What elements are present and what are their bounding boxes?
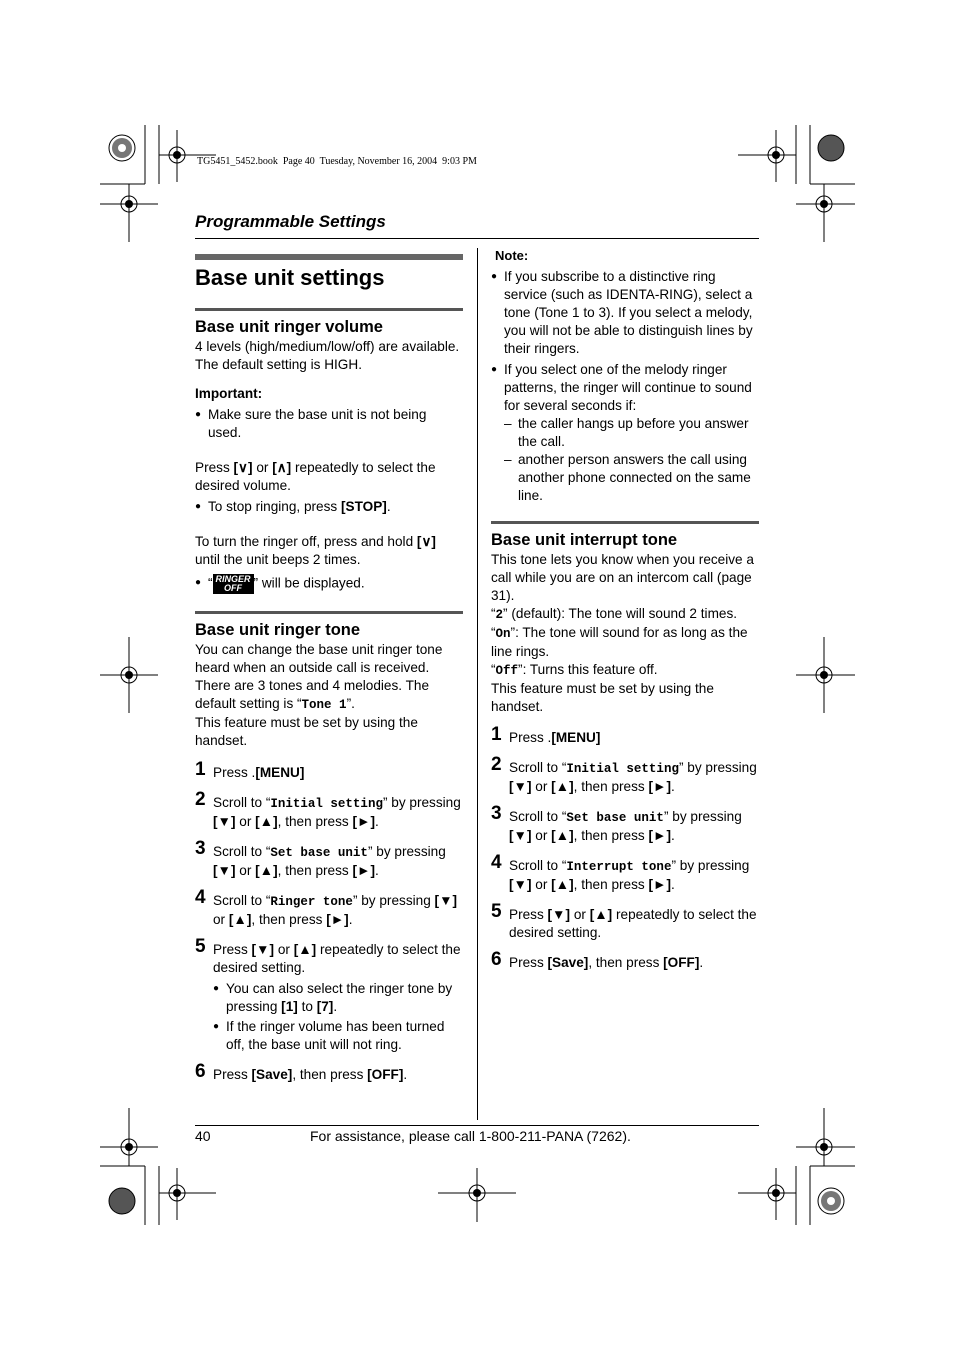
interrupt-intro: This tone lets you know when you receive a call while you are on an intercom call (page 31). — [491, 552, 754, 603]
step-number: 6 — [491, 949, 502, 970]
step-text: . — [375, 814, 379, 829]
step-number: 4 — [491, 852, 502, 873]
section-header: Programmable Settings — [195, 212, 386, 231]
note-bullet-2: ● If you select one of the melody ringer patterns, the ringer will continue to sound for several seconds if: — [491, 361, 759, 415]
step-text: , then press — [573, 779, 649, 794]
crop-mark-middle-right — [796, 637, 855, 713]
step-text: Scroll to “ — [213, 893, 271, 908]
key-label: [MENU] — [551, 730, 601, 745]
step-4 — [491, 852, 759, 894]
crop-mark-top-right — [738, 125, 855, 242]
step-number: 1 — [491, 724, 502, 745]
step-text: repeatedly to select the desired setting. — [213, 942, 461, 975]
step-text: ” by pressing — [671, 858, 750, 873]
step-text: or — [531, 877, 552, 892]
left-column — [195, 308, 463, 1084]
tone-steps — [195, 759, 463, 1084]
step-text: ” by pressing — [678, 760, 757, 775]
key-label: [▲] — [255, 863, 278, 878]
step-text: Scroll to “ — [509, 858, 567, 873]
step-text: Press — [213, 942, 252, 957]
step-number: 5 — [195, 936, 206, 957]
menu-item-name: Set base unit — [566, 811, 664, 825]
step5-bullet-2: ● If the ringer volume has been turned off, the base unit will not ring. — [213, 1018, 463, 1054]
step-number: 5 — [491, 901, 502, 922]
step-text: Press — [213, 1067, 252, 1082]
key-label: [▼] — [434, 893, 458, 908]
step-6 — [195, 1061, 463, 1084]
interrupt-rule — [491, 521, 759, 524]
key-label: [OFF] — [367, 1067, 404, 1082]
step-1 — [491, 724, 759, 747]
step-text: Press — [213, 765, 252, 780]
step-text: Press — [509, 730, 548, 745]
step-text: Scroll to “ — [509, 809, 567, 824]
step-text: Press — [509, 907, 548, 922]
step-text: repeatedly to select the desired setting. — [509, 907, 757, 940]
key-label: [▼] — [509, 877, 532, 892]
step-text: or — [274, 942, 294, 957]
key-label: [▲] — [589, 907, 613, 922]
step-text: ” by pressing — [382, 795, 461, 810]
step-1 — [195, 759, 463, 782]
step-3 — [195, 838, 463, 880]
step-text: . — [699, 955, 704, 970]
step-text: ” by pressing — [367, 844, 446, 859]
step-text: , then press — [292, 1067, 368, 1082]
key-label: [►] — [326, 912, 349, 927]
step-number: 2 — [491, 754, 502, 775]
step-5 — [195, 936, 463, 977]
step-text: Press — [509, 955, 548, 970]
step-text: , then press — [573, 877, 649, 892]
interrupt-handset-note: This feature must be set by using the handset. — [491, 681, 714, 714]
print-info: TG5451_5452.book Page 40 Tuesday, November 16, 2004 9:03 PM — [197, 156, 477, 167]
key-label: [▼] — [251, 942, 275, 957]
key-up: [∧] — [272, 460, 292, 475]
step-text: or — [213, 912, 229, 927]
ringer-off-icon: RINGER OFF — [213, 574, 254, 594]
step-text: Scroll to “ — [509, 760, 567, 775]
key-label: [Save] — [251, 1067, 293, 1082]
step-text: . — [251, 765, 256, 780]
note-dash-2: – another person answers the call using another phone connected on the same line. — [491, 451, 759, 505]
step-text: or — [570, 907, 590, 922]
tone-rule — [195, 611, 463, 614]
title-top-rule — [195, 254, 463, 260]
step-text: , then press — [573, 828, 649, 843]
tone-heading: Base unit ringer tone — [195, 621, 361, 639]
volume-heading: Base unit ringer volume — [195, 318, 383, 336]
step-text: , then press — [588, 955, 664, 970]
key-label: [►] — [648, 828, 671, 843]
step-text: . — [547, 730, 552, 745]
step-text: ” by pressing — [352, 893, 435, 908]
menu-item-name: Ringer tone — [270, 895, 353, 909]
step-number: 4 — [195, 887, 206, 908]
key-label: [▲] — [255, 814, 278, 829]
key-label: [▼] — [213, 814, 236, 829]
step5-bullet-1: ● You can also select the ringer tone by pressing [1] to [7]. — [213, 980, 463, 1016]
step-5 — [491, 901, 759, 942]
note-bullet-1: ● If you subscribe to a distinctive ring service (such as IDENTA-RING), select a tone (Tone 1 to 3). If you select a melody, you will not be able to distinguish lines by their ringers. — [491, 268, 759, 358]
key-label: [►] — [648, 877, 671, 892]
important-bullet — [195, 406, 463, 442]
menu-item-name: Initial setting — [566, 762, 679, 776]
key-label: [▼] — [547, 907, 571, 922]
interrupt-heading: Base unit interrupt tone — [491, 531, 678, 549]
menu-item-name: Set base unit — [270, 846, 368, 860]
step-number: 2 — [195, 789, 206, 810]
key-label: [OFF] — [663, 955, 700, 970]
menu-item-name: Initial setting — [270, 797, 383, 811]
step-text: , then press — [277, 814, 353, 829]
important-label: Important: — [195, 386, 263, 401]
ringer-off-display: ● “ RINGER OFF ” will be displayed. — [195, 574, 463, 594]
step-number: 3 — [195, 838, 206, 859]
key-label: [▼] — [509, 779, 532, 794]
menu-item-name: Interrupt tone — [566, 860, 672, 874]
step-number: 1 — [195, 759, 206, 780]
volume-rule — [195, 308, 463, 311]
volume-intro: 4 levels (high/medium/low/off) are available. The default setting is HIGH. — [195, 339, 460, 372]
crop-mark-bottom-center — [438, 1168, 516, 1222]
step-text: . — [375, 863, 379, 878]
tone-intro: You can change the base unit ringer tone heard when an outside call is received. There are 3 tones and 4 melodies. The default setting is “Tone 1”. — [195, 642, 443, 712]
right-column — [491, 247, 759, 972]
key-label: [Save] — [547, 955, 589, 970]
step-4 — [195, 887, 463, 929]
step-number: 3 — [491, 803, 502, 824]
assistance-line: For assistance, please call 1-800-211-PANA (7262). — [310, 1128, 631, 1144]
key-label: [▲] — [551, 828, 574, 843]
important-bullet-text: Make sure the base unit is not being used. — [208, 407, 427, 440]
note-label: Note: — [495, 248, 529, 263]
step-text: . — [671, 779, 675, 794]
step-text: . — [403, 1067, 408, 1082]
interrupt-option-off: “Off”: Turns this feature off. — [491, 662, 658, 678]
tone-default-value: Tone 1 — [301, 698, 347, 712]
key-label: [▲] — [551, 779, 574, 794]
stop-bullet: ● To stop ringing, press [STOP]. — [195, 498, 463, 516]
volume-press-text: Press [∨] or [∧] repeatedly to select the desired volume. — [195, 460, 436, 493]
key-label: [MENU] — [255, 765, 305, 780]
step-text: . — [671, 828, 675, 843]
step-text: or — [235, 814, 256, 829]
page-number: 40 — [195, 1128, 211, 1144]
step-number: 6 — [195, 1061, 206, 1082]
key-label: [►] — [648, 779, 671, 794]
step-text: or — [531, 828, 552, 843]
tone-handset-note: This feature must be set by using the handset. — [195, 715, 418, 748]
note-dash-1: – the caller hangs up before you answer the call. — [491, 415, 759, 451]
step-text: or — [235, 863, 256, 878]
page-title: Base unit settings — [195, 265, 385, 290]
key-label: [►] — [352, 863, 375, 878]
step-text: . — [671, 877, 675, 892]
step-text: , then press — [251, 912, 327, 927]
key-label: [►] — [352, 814, 375, 829]
ringer-off-text: To turn the ringer off, press and hold [∨] until the unit beeps 2 times. — [195, 534, 436, 567]
step-text: Scroll to “ — [213, 795, 271, 810]
step-2 — [491, 754, 759, 796]
step-3 — [491, 803, 759, 845]
key-label: [▲] — [551, 877, 574, 892]
key-label: [▼] — [509, 828, 532, 843]
interrupt-option-2: “2” (default): The tone will sound 2 times. — [491, 606, 738, 622]
step-text: , then press — [277, 863, 353, 878]
key-label: [▼] — [213, 863, 236, 878]
interrupt-option-on: “On”: The tone will sound for as long as the line rings. — [491, 625, 748, 659]
step-text: . — [348, 912, 353, 927]
key-label: [▲] — [228, 912, 252, 927]
key-stop: [STOP] — [340, 499, 387, 514]
key-label: [▲] — [293, 942, 317, 957]
step-text: or — [531, 779, 552, 794]
step-text: ” by pressing — [663, 809, 742, 824]
interrupt-steps — [491, 724, 759, 972]
step-6 — [491, 949, 759, 972]
key-down: [∨] — [233, 460, 253, 475]
crop-mark-middle-left — [100, 637, 158, 713]
step-2 — [195, 789, 463, 831]
step-text: Scroll to “ — [213, 844, 271, 859]
